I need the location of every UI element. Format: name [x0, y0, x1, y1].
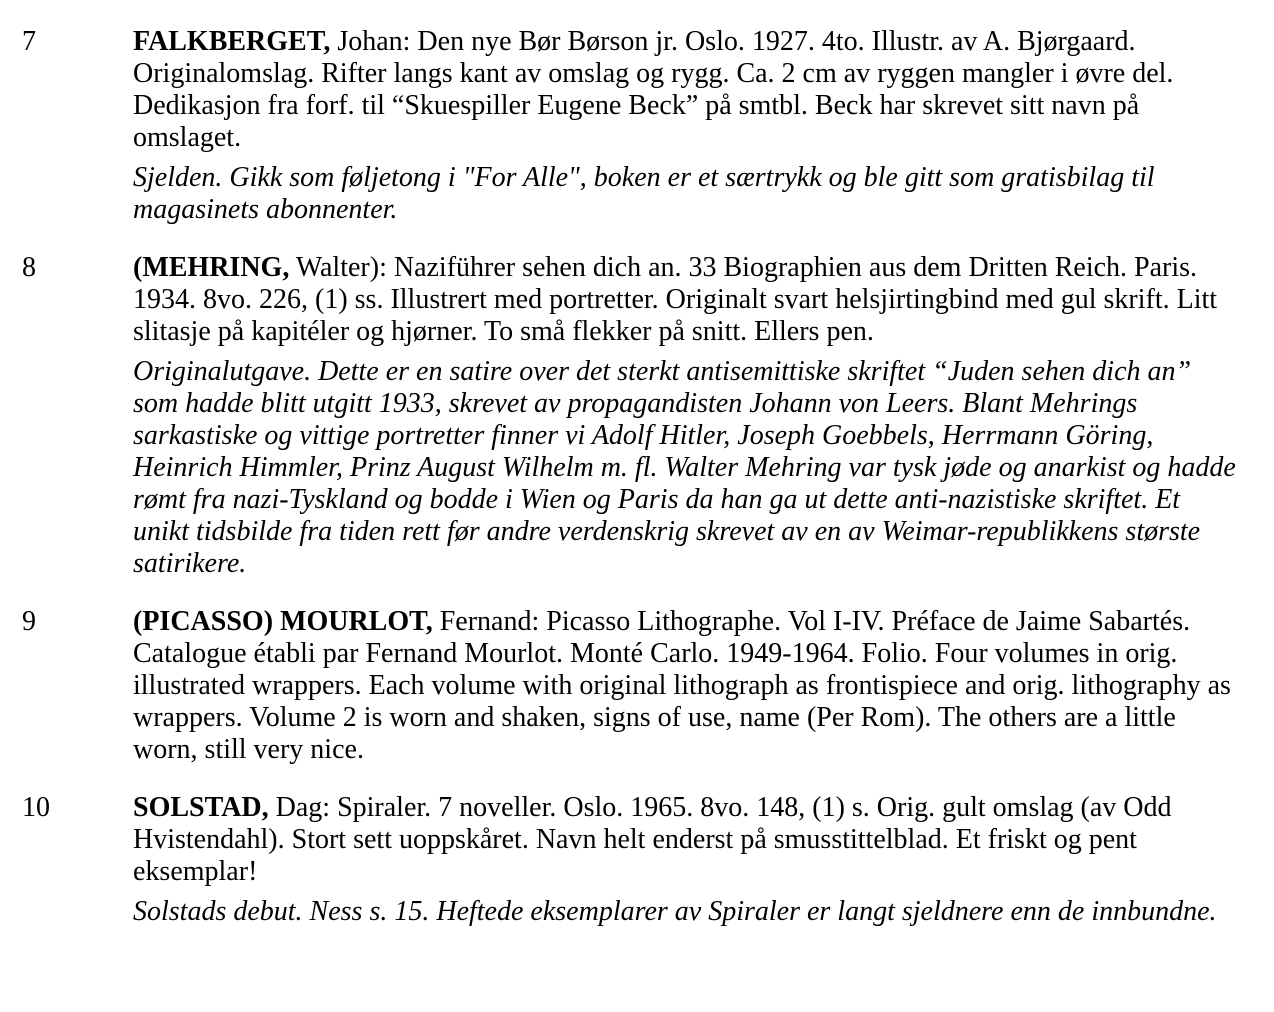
catalogue-entry-10 — [0, 792, 1274, 928]
entry-description — [133, 606, 1243, 766]
entry-note: Sjelden. Gikk som føljetong i "For Alle", boken er et særtrykk og ble gitt som gratisbilag til magasinets abonnenter. — [133, 162, 1155, 225]
entry-open-paren: ( — [133, 252, 143, 283]
entry-body — [133, 252, 1243, 580]
entry-body — [133, 606, 1243, 766]
entry-details: Johan: Den nye Bør Børson jr. Oslo. 1927. 4to. Illustr. av A. Bjørgaard. Originalomslag. Rifter langs kant av omslag og rygg. Ca. 2 cm av ryggen mangler i øvre del. Dedikasjon fra forf. til “Skuespiller Eugene Beck” på smtbl. Beck har skrevet sitt navn på omslaget. — [133, 26, 1174, 153]
entry-number: 9 — [22, 606, 36, 637]
entry-author: SOLSTAD, — [133, 792, 269, 823]
entry-note: Originalutgave. Dette er en satire over det sterkt antisemittiske skriftet “Juden sehen dich an” som hadde blitt utgitt 1933, skrevet av propagandisten Johann von Leers. Blant Mehrings sarkastiske og vittige portretter finner vi Adolf Hitler, Joseph Goebbels, Herrmann Göring, Heinrich Himmler, Prinz August Wilhelm m. fl. Walter Mehring var tysk jøde og anarkist og hadde rømt fra nazi-Tyskland og bodde i Wien og Paris da han ga ut dette anti-nazistiske skriftet. Et unikt tidsbilde fra tiden rett før andre verdenskrig skrevet av en av Weimar-republikkens største satirikere. — [133, 356, 1236, 579]
entry-body — [133, 26, 1243, 226]
entry-author: MEHRING, — [142, 252, 290, 283]
entry-description — [133, 792, 1243, 888]
entry-author: (PICASSO) MOURLOT, — [133, 606, 433, 637]
entry-note: Solstads debut. Ness s. 15. Heftede eksemplarer av Spiraler er langt sjeldnere enn de innbundne. — [133, 896, 1217, 927]
entry-description — [133, 252, 1243, 348]
entry-number: 7 — [22, 26, 36, 57]
catalogue-entry-9 — [0, 606, 1274, 766]
entry-details: Dag: Spiraler. 7 noveller. Oslo. 1965. 8vo. 148, (1) s. Orig. gult omslag (av Odd Hvistendahl). Stort sett uoppskåret. Navn helt enderst på smusstittelblad. Et friskt og pent eksemplar! — [133, 792, 1172, 887]
entry-body — [133, 792, 1243, 928]
entry-description — [133, 26, 1243, 154]
catalogue-entry-8 — [0, 252, 1274, 580]
entry-details: Fernand: Picasso Lithographe. Vol I-IV. Préface de Jaime Sabartés. Catalogue établi par Fernand Mourlot. Monté Carlo. 1949-1964. Folio. Four volumes in orig. illustrated wrappers. Each volume with original lithograph as frontispiece and orig. lithography as wrappers. Volume 2 is worn and shaken, signs of use, name (Per Rom). The others are a little worn, still very nice. — [133, 606, 1231, 765]
entry-details: Walter): Naziführer sehen dich an. 33 Biographien aus dem Dritten Reich. Paris. 1934. 8vo. 226, (1) ss. Illustrert med portretter. Originalt svart helsjirtingbind med gul skrift. Litt slitasje på kapitéler og hjørner. To små flekker på snitt. Ellers pen. — [133, 252, 1218, 347]
catalogue-entry-7 — [0, 26, 1274, 226]
entry-number: 10 — [22, 792, 50, 823]
entry-author: FALKBERGET, — [133, 26, 331, 57]
entry-number: 8 — [22, 252, 36, 283]
